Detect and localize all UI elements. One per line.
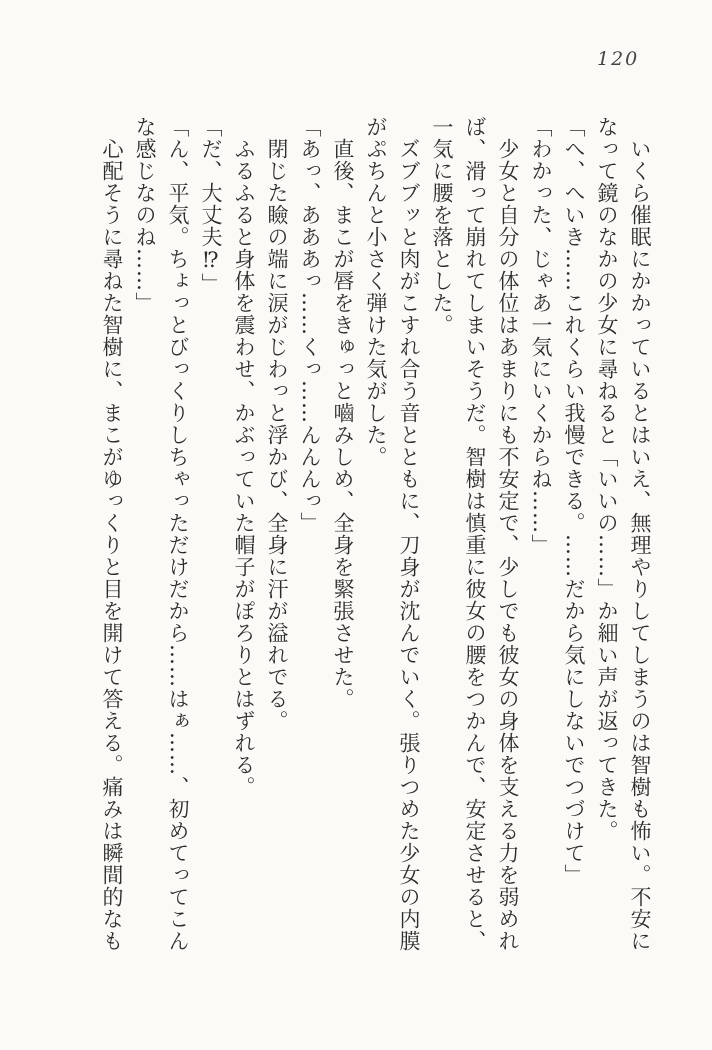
text-line: いくら催眠にかかっているとはいえ、無理やりしてしまうのは智樹も怖い。不安に xyxy=(628,138,652,952)
text-line: 少女と自分の体位はあまりにも不安定で、少しでも彼女の身体を支える力を弱めれ xyxy=(496,138,520,952)
vertical-text-block xyxy=(95,116,656,962)
text-line: 閉じた瞼の端に涙がじわっと浮かび、全身に汗が溢れでる。 xyxy=(265,138,289,732)
text-line: な感じなのね……」 xyxy=(133,116,157,314)
text-line: 「わかった、じゃあ一気にいくからね……」 xyxy=(529,116,553,556)
text-line: ふるふると身体を震わせ、かぶっていた帽子がぽろりとはずれる。 xyxy=(232,138,256,798)
text-line: なって鏡のなかの少女に尋ねると「いいの……」か細い声が返ってきた。 xyxy=(595,116,619,842)
text-line: ズブブッと肉がこすれ合う音とともに、刀身が沈んでいく。張りつめた少女の内膜 xyxy=(397,138,421,952)
text-line: がぷちんと小さく弾けた気がした。 xyxy=(364,116,388,468)
text-line: 「ん、平気。ちょっとびっくりしちゃっただけだから……はぁ……、初めてってこん xyxy=(166,116,190,952)
text-line: 直後、まこが唇をきゅっと嚙みしめ、全身を緊張させた。 xyxy=(331,138,355,710)
text-line: 一気に腰を落とした。 xyxy=(430,116,454,336)
text-line: ば、滑って崩れてしまいそうだ。智樹は慎重に彼女の腰をつかんで、安定させると、 xyxy=(463,116,487,952)
text-line: 心配そうに尋ねた智樹に、まこがゆっくりと目を開けて答える。痛みは瞬間的なも xyxy=(100,138,124,952)
text-line: 「あっ、あああっ……くっ……んんんっ」 xyxy=(298,116,322,534)
text-line: 「へ、へいき……これくらい我慢できる。……だから気にしないでつづけて」 xyxy=(562,116,586,886)
page-number: 120 xyxy=(597,48,640,70)
text-line: 「だ、大丈夫⁉」 xyxy=(199,116,223,295)
